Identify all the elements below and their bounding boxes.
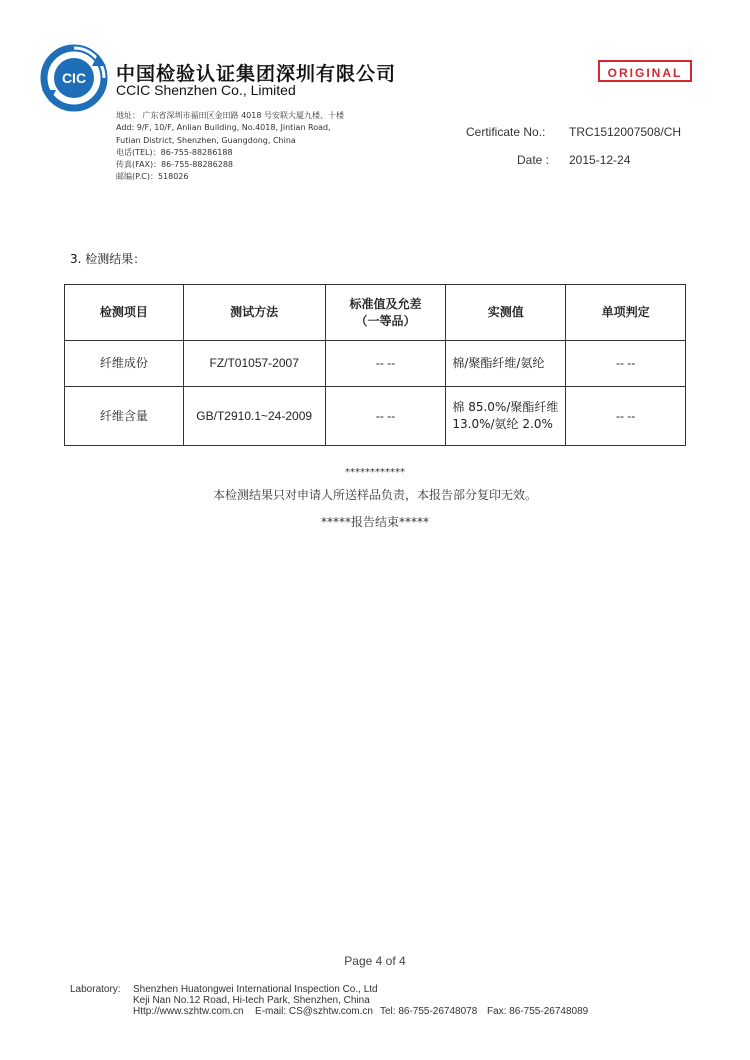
address-line: Futian District, Shenzhen, Guangdong, China — [116, 135, 296, 145]
svg-text:CIC: CIC — [61, 70, 87, 86]
certificate-number: TRC1512007508/CH — [569, 125, 682, 139]
cell-measured: 棉 85.0%/聚酯纤维 13.0%/氨纶 2.0% — [446, 387, 566, 446]
cell-method: FZ/T01057-2007 — [183, 341, 325, 387]
laboratory-website: Http://www.szhtw.com.cn — [133, 1006, 244, 1017]
date-label: Date : — [517, 153, 550, 167]
address-line: 地址： 广东省深圳市福田区金田路 4018 号安联大厦九楼、十楼 — [116, 111, 344, 120]
cell-method: GB/T2910.1~24-2009 — [183, 387, 325, 446]
certificate-label: Certificate No.: — [466, 125, 546, 139]
header-standard: 标准值及允差 （一等品） — [325, 285, 446, 341]
laboratory-fax: Fax: 86-755-26748089 — [487, 1006, 589, 1017]
results-table — [64, 284, 686, 446]
address-line: 电话(TEL)：86-755-88286188 — [116, 147, 233, 157]
laboratory-email: E-mail: CS@szhtw.com.cn — [255, 1006, 373, 1017]
cell-item: 纤维成份 — [65, 341, 184, 387]
company-name-en: CCIC Shenzhen Co., Limited — [116, 82, 296, 98]
laboratory-address: Keji Nan No.12 Road, Hi-tech Park, Shenzhen, China — [133, 995, 370, 1006]
company-address-block — [116, 110, 344, 184]
header-test-item: 检测项目 — [65, 285, 184, 341]
report-end-marker: *****报告结束***** — [320, 515, 429, 529]
header-verdict: 单项判定 — [566, 285, 686, 341]
company-name-cn: 中国检验认证集团深圳有限公司 — [116, 63, 397, 85]
disclaimer-note: 本检测结果只对申请人所送样品负责，本报告部分复印无效。 — [212, 488, 537, 502]
cell-item: 纤维含量 — [65, 387, 184, 446]
cell-measured: 棉/聚酯纤维/氨纶 — [446, 341, 566, 387]
ccic-logo — [40, 44, 108, 112]
address-line: 传真(FAX)：86-755-88286288 — [116, 160, 234, 170]
laboratory-tel: Tel: 86-755-26748078 — [380, 1006, 478, 1017]
date-value: 2015-12-24 — [569, 153, 631, 167]
page-number: Page 4 of 4 — [344, 954, 406, 968]
table-row — [65, 387, 686, 446]
cell-standard: -- -- — [325, 387, 446, 446]
header-test-method: 测试方法 — [183, 285, 325, 341]
separator-stars: ************ — [345, 467, 405, 478]
table-header-row — [65, 285, 686, 341]
section-title: 3. 检测结果： — [70, 252, 146, 266]
laboratory-name: Shenzhen Huatongwei International Inspection Co., Ltd — [133, 984, 378, 995]
laboratory-label: Laboratory: — [70, 984, 121, 995]
address-line: 邮编(P.C)：518026 — [116, 172, 189, 182]
address-line: Add: 9/F, 10/F, Anlian Building, No.4018, Jintian Road, — [116, 123, 331, 133]
table-row — [65, 341, 686, 387]
cell-verdict: -- -- — [566, 387, 686, 446]
header-measured: 实测值 — [446, 285, 566, 341]
original-stamp: ORIGINAL — [598, 60, 692, 82]
cell-verdict: -- -- — [566, 341, 686, 387]
cell-standard: -- -- — [325, 341, 446, 387]
